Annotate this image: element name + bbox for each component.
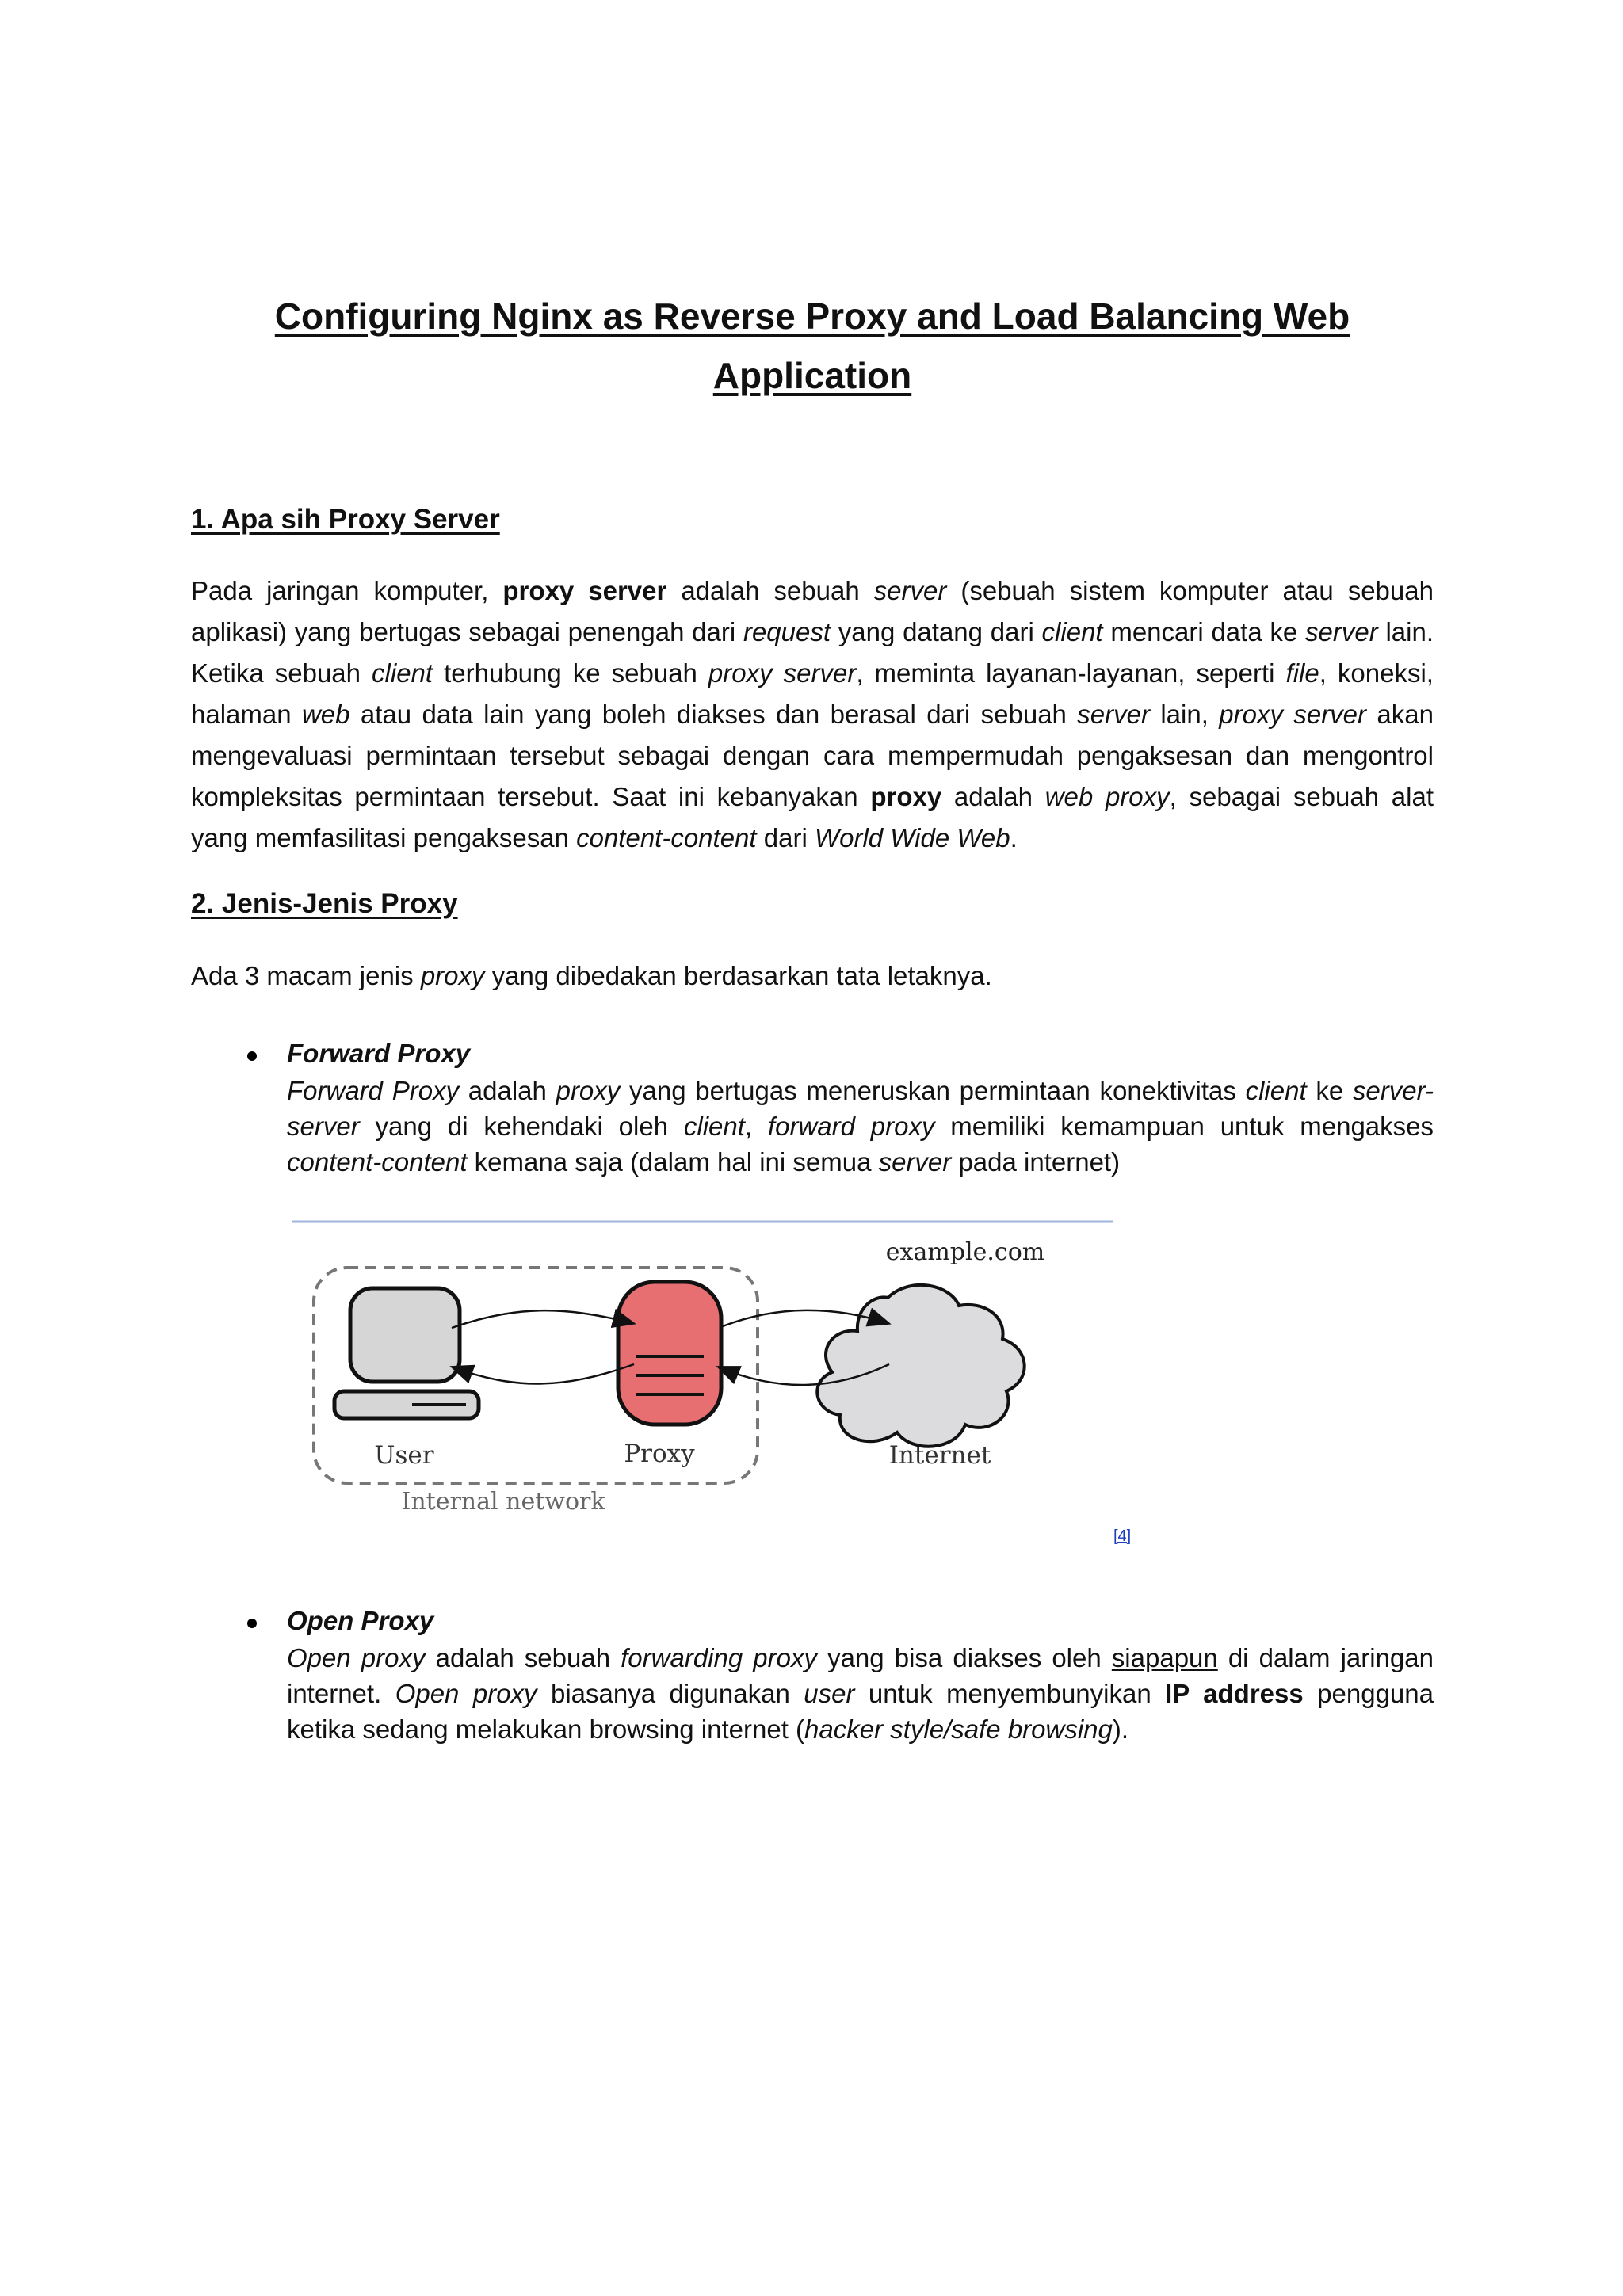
proxy-server-icon	[618, 1282, 721, 1425]
bullet-title-open-proxy: Open Proxy	[287, 1606, 434, 1635]
label-example-com: example.com	[885, 1238, 1045, 1266]
paragraph-open-proxy: Open proxy adalah sebuah forwarding proxy yang bisa diakses oleh siapapun di dalam jaringan internet. Open proxy biasanya digunakan user untuk menyembunyikan IP address pengguna ketika sedang melakukan browsing internet (hacker style/safe browsing).	[287, 1643, 1434, 1744]
arrow-proxy-to-user	[453, 1364, 634, 1384]
paragraph-proxy-server: Pada jaringan komputer, proxy server adalah sebuah server (sebuah sistem komputer atau sebuah aplikasi) yang bertugas sebagai penengah dari request yang datang dari client mencari data ke server lain. Ketika sebuah client terhubung ke sebuah proxy server, meminta layanan-layanan, seperti file, koneksi, halaman web atau data lain yang boleh diakses dan berasal dari sebuah server lain, proxy server akan mengevaluasi permintaan tersebut sebagai dengan cara mempermudah pengaksesan dan mengontrol kompleksitas permintaan tersebut. Saat ini kebanyakan proxy adalah web proxy, sebagai sebuah alat yang memfasilitasi pengaksesan content-content dari World Wide Web.	[191, 576, 1434, 852]
label-user: User	[374, 1441, 434, 1470]
internet-cloud-icon	[817, 1285, 1024, 1447]
paragraph-jenis-intro: Ada 3 macam jenis proxy yang dibedakan berdasarkan tata letaknya.	[191, 961, 992, 990]
bullet-marker	[247, 1619, 257, 1628]
user-computer-icon	[334, 1288, 479, 1418]
label-internal-network: Internal network	[401, 1488, 605, 1516]
bullet-title-forward-proxy: Forward Proxy	[287, 1039, 471, 1068]
document-title: Configuring Nginx as Reverse Proxy and Load Balancing Web Application	[274, 296, 1350, 396]
section-heading-jenis-proxy: 2. Jenis-Jenis Proxy	[191, 888, 458, 919]
bullet-marker	[247, 1051, 257, 1061]
section-heading-proxy-server: 1. Apa sih Proxy Server	[191, 504, 500, 535]
forward-proxy-diagram	[285, 1212, 1141, 1529]
citation-link[interactable]: [4]	[1113, 1527, 1132, 1545]
label-internet: Internet	[888, 1441, 991, 1470]
label-proxy: Proxy	[624, 1440, 695, 1468]
paragraph-forward-proxy: Forward Proxy adalah proxy yang bertugas meneruskan permintaan konektivitas client ke server-server yang di kehendaki oleh client, forward proxy memiliki kemampuan untuk mengakses content-content kemana saja (dalam hal ini semua server pada internet)	[287, 1076, 1434, 1177]
arrow-user-to-proxy	[452, 1310, 632, 1328]
